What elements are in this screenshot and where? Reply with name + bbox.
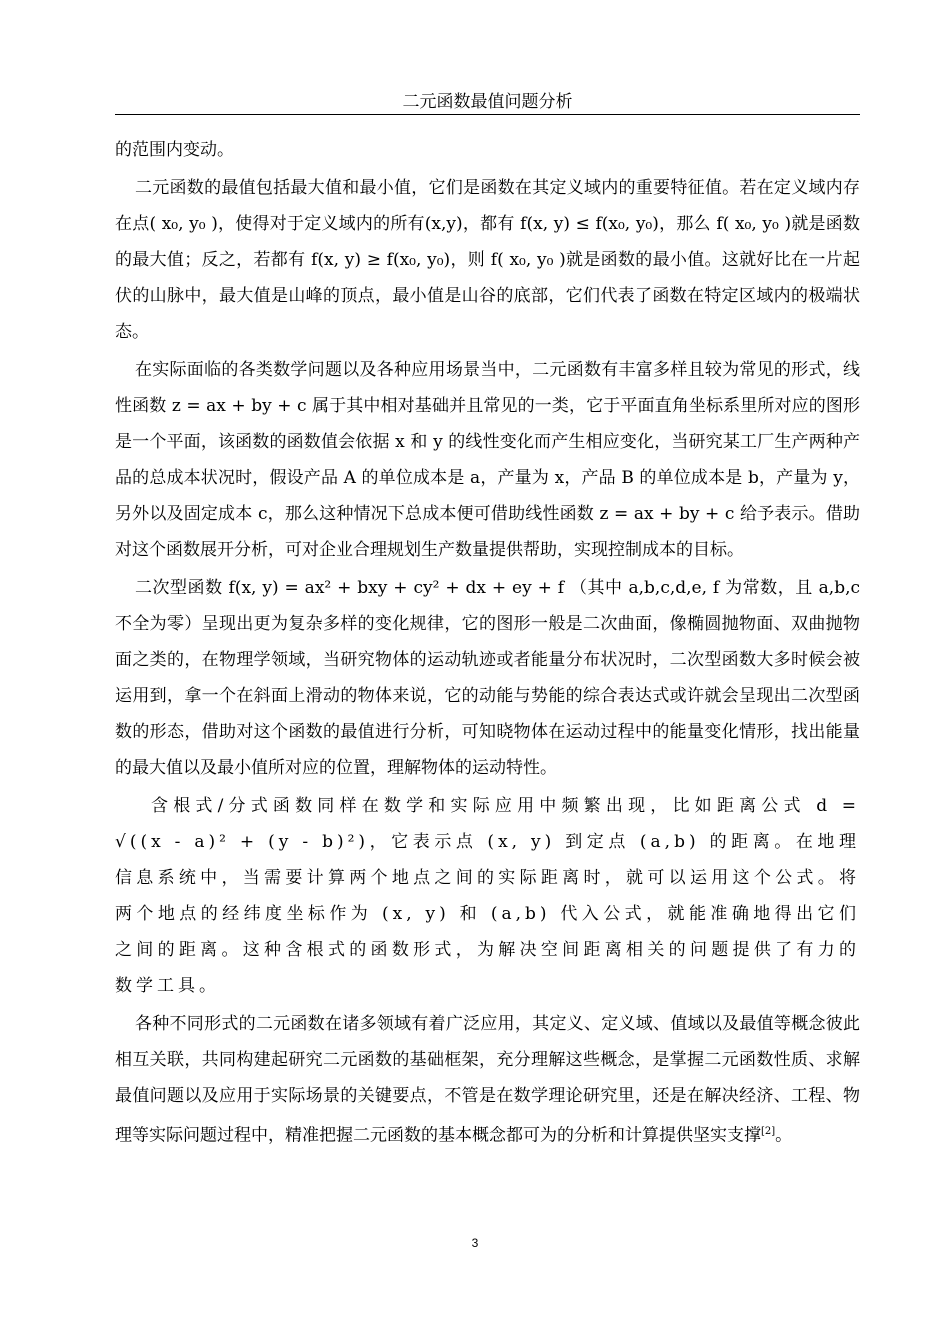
header-rule [115,114,860,115]
document-body [115,132,860,1156]
paragraph-end: 。 [775,1125,793,1146]
citation-marker[interactable]: [2] [761,1126,776,1137]
paragraph: 二元函数的最值包括最大值和最小值，它们是函数在其定义域内的重要特征值。若在定义域内存在点( x₀, y₀ )，使得对于定义域内的所有(x,y)，都有 f(x, y) ≤ f(x₀, y₀)，那么 f( x₀, y₀ )就是函数的最大值；反之，若都有 f(x, y) ≥ f(x₀, y₀)，则 f( x₀, y₀ )就是函数的最小值。这就好比在一片起伏的山脉中，最大值是山峰的顶点，最小值是山谷的底部，它们代表了函数在特定区域内的极端状态。 [115,178,860,342]
paragraph: 二次型函数 f(x, y) = ax² + bxy + cy² + dx + ey + f （其中 a,b,c,d,e, f 为常数，且 a,b,c 不全为零）呈现出更为复杂多样的变化规律，它的图形一般是二次曲面，像椭圆抛物面、双曲抛物面之类的，在物理学领域，当研究物体的运动轨迹或者能量分布状况时，二次型函数大多时候会被运用到，拿一个在斜面上滑动的物体来说，它的动能与势能的综合表达式或许就会呈现出二次型函数的形态，借助对这个函数的最值进行分析，可知晓物体在运动过程中的能量变化情形，找出能量的最大值以及最小值所对应的位置，理解物体的运动特性。 [115,578,860,778]
paragraph: 含根式/分式函数同样在数学和实际应用中频繁出现，比如距离公式 d = √((x - a)² + (y - b)²)，它表示点 (x, y) 到定点 (a,b) 的距离。在地理信息系统中，当需要计算两个地点之间的实际距离时，就可以运用这个公式。将两个地点的经纬度坐标作为 (x, y) 和 (a,b) 代入公式，就能准确地得出它们之间的距离。这种含根式的函数形式，为解决空间距离相关的问题提供了有力的数学工具。 [115,796,860,996]
page-number: 3 [471,1236,479,1250]
paragraph [115,1006,860,1154]
running-header: 二元函数最值问题分析 [402,92,573,112]
paragraph: 在实际面临的各类数学问题以及各种应用场景当中，二元函数有丰富多样且较为常见的形式，线性函数 z = ax + by + c 属于其中相对基础并且常见的一类，它于平面直角坐标系里所对应的图形是一个平面，该函数的函数值会依据 x 和 y 的线性变化而产生相应变化，当研究某工厂生产两种产品的总成本状况时，假设产品 A 的单位成本是 a，产量为 x，产品 B 的单位成本是 b，产量为 y，另外以及固定成本 c，那么这种情况下总成本便可借助线性函数 z = ax + by + c 给予表示。借助对这个函数展开分析，可对企业合理规划生产数量提供帮助，实现控制成本的目标。 [115,360,860,560]
paragraph-text: 各种不同形式的二元函数在诸多领域有着广泛应用，其定义、定义域、值域以及最值等概念彼此相互关联，共同构建起研究二元函数的基础框架，充分理解这些概念，是掌握二元函数性质、求解最值问题以及应用于实际场景的关键要点，不管是在数学理论研究里，还是在解决经济、工程、物理等实际问题过程中，精准把握二元函数的基本概念都可为的分析和计算提供坚实支撑 [115,1014,860,1146]
paragraph: 的范围内变动。 [115,140,234,160]
